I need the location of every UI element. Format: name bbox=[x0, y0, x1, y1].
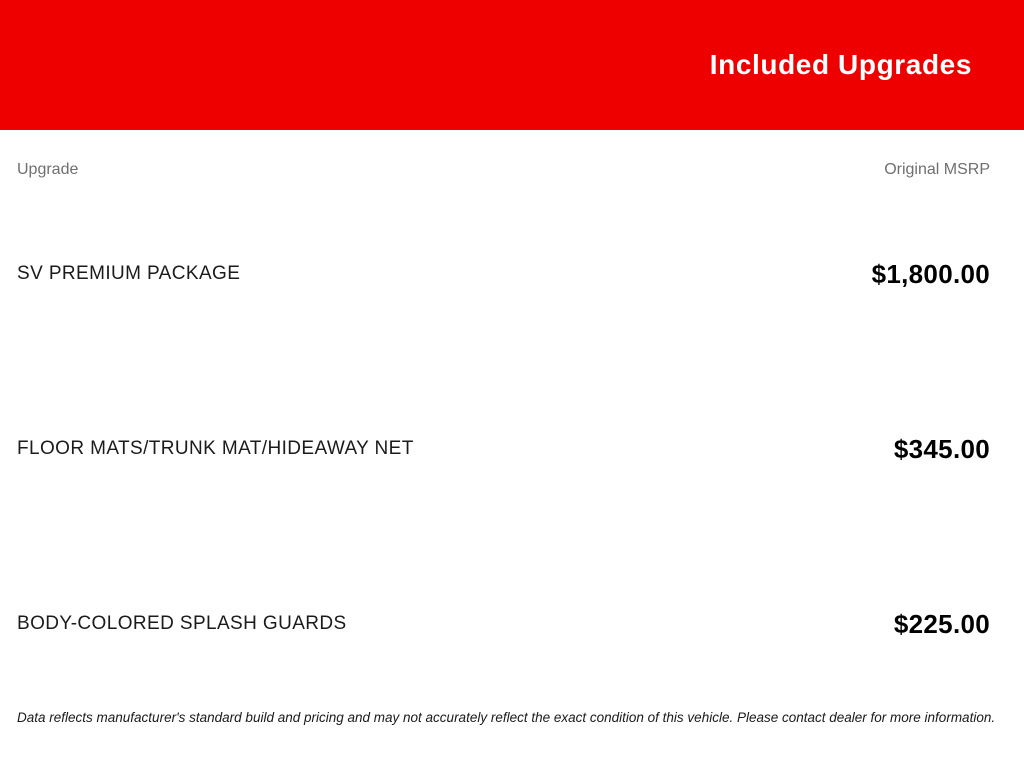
upgrade-price: $1,800.00 bbox=[871, 258, 990, 289]
table-row bbox=[0, 608, 1024, 640]
upgrade-price: $225.00 bbox=[893, 608, 990, 639]
upgrade-name: BODY-COLORED SPLASH GUARDS bbox=[17, 613, 347, 634]
table-column-headers bbox=[0, 160, 1024, 180]
upgrade-name: FLOOR MATS/TRUNK MAT/HIDEAWAY NET bbox=[17, 438, 414, 459]
disclaimer-text: Data reflects manufacturer's standard build and pricing and may not accurately reflect the exact condition of this vehicle. Please contact dealer for more information. bbox=[17, 710, 996, 725]
table-row bbox=[0, 258, 1024, 290]
page-title: Included Upgrades bbox=[709, 49, 972, 80]
column-header-original-msrp: Original MSRP bbox=[884, 161, 990, 178]
table-row bbox=[0, 433, 1024, 465]
column-header-upgrade: Upgrade bbox=[17, 161, 79, 178]
header-banner bbox=[0, 0, 1024, 130]
upgrade-name: SV PREMIUM PACKAGE bbox=[17, 263, 241, 284]
upgrade-price: $345.00 bbox=[893, 433, 990, 464]
